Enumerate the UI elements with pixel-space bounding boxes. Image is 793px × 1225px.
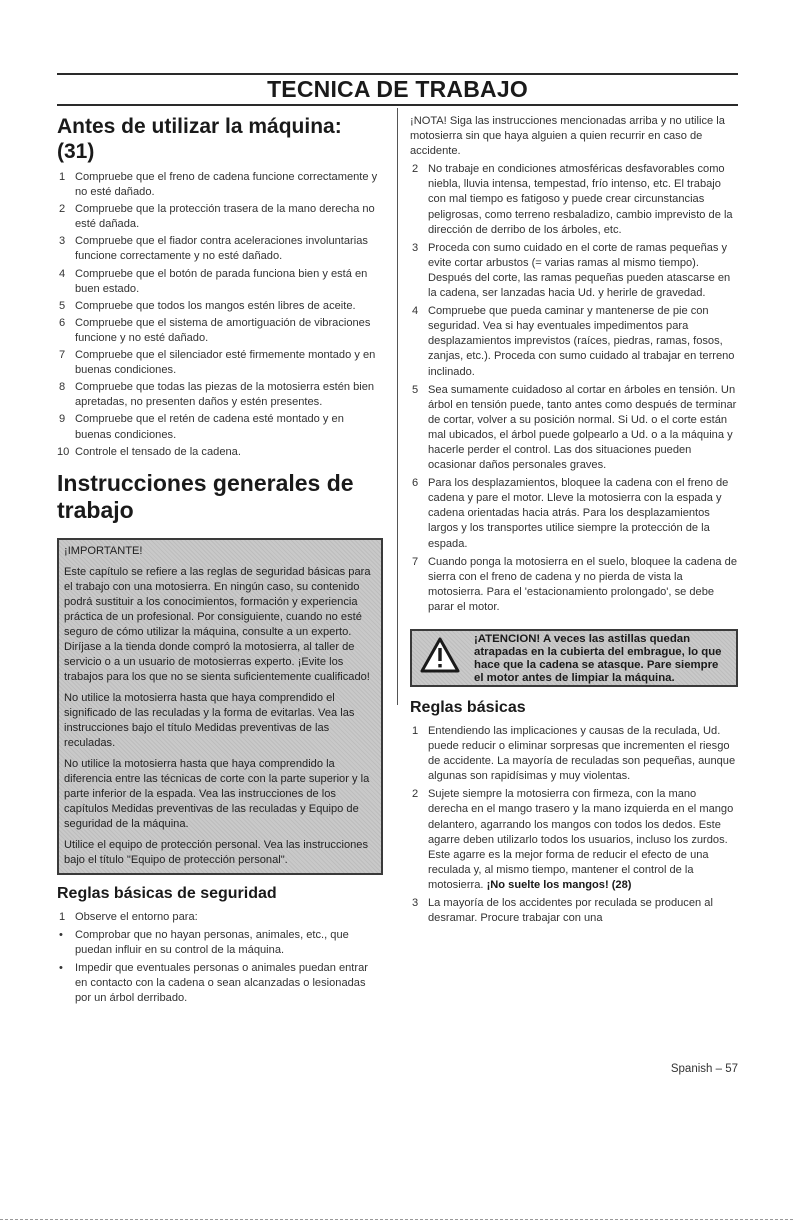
column-divider xyxy=(397,108,398,705)
section-title-antes: Antes de utilizar la máquina: (31) xyxy=(57,115,342,163)
list-item: 7 Cuando ponga la motosierra en el suelo, bloquee la cadena de sierra con el freno de cadena y no pierda de vista la motosierra. Para el 'estacionamiento prolongado', se debe parar el motor. xyxy=(412,555,737,613)
important-paragraph: No utilice la motosierra hasta que haya comprendido el significado de las reculadas y la forma de evitarlas. Vea las instrucciones bajo el título Medidas preventivas de las reculadas. xyxy=(64,691,355,749)
important-box xyxy=(57,538,383,875)
important-paragraph: No utilice la motosierra hasta que haya comprendido la diferencia entre las técnicas de corte con la parte superior y la parte inferior de la espada. Vea las instrucciones de los capítulos Medidas preventivas de las reculadas y Equipo de seguridad de la máquina. xyxy=(64,757,370,830)
list-item: 3 La mayoría de los accidentes por reculada se producen al desramar. Procure trabajar con una xyxy=(412,897,713,925)
list-item: 6 Compruebe que el sistema de amortiguación de vibraciones funcione y no esté dañado. xyxy=(59,316,371,344)
conditions-list xyxy=(410,162,738,615)
section-title-reglas-seguridad: Reglas básicas de seguridad xyxy=(57,884,277,902)
list-item: 5 Sea sumamente cuidadoso al cortar en árboles en tensión. Un árbol en tensión puede, tanto antes como después de terminar de cortar, volver a su posición normal. Si Ud. o el corte están mal ubicados, el árbol puede golpearlo a Ud. o a la máquina y hacerle perder el control. Las dos situaciones pueden ocasionar daños personales graves. xyxy=(412,383,737,472)
list-item: 5 Compruebe que todos los mangos estén libres de aceite. xyxy=(59,299,356,312)
bottom-trim-line xyxy=(0,1219,793,1220)
attention-text: ¡ATENCION! A veces las astillas quedan atrapadas en la cubierta del embrague, lo que hace que la cadena se atasque. Pare siempre el motor antes de limpiar la máquina. xyxy=(474,633,722,684)
list-item: 7 Compruebe que el silenciador esté firmemente montado y en buenas condiciones. xyxy=(59,349,376,377)
header-rule-bottom xyxy=(57,104,738,106)
note-paragraph: ¡NOTA! Siga las instrucciones mencionadas arriba y no utilice la motosierra sin que haya alguien a quien recurrir en caso de accidente. xyxy=(410,115,725,158)
list-item: 2 No trabaje en condiciones atmosféricas desfavorables como niebla, lluvia intensa, tempestad, frío intenso, etc. El trabajo con mal tiempo es fatigoso y puede crear circunstancias peligrosas, como terreno resbaladizo, cambio imprevisto de la dirección de derribo de los árboles, etc. xyxy=(412,163,733,236)
attention-box xyxy=(410,629,738,687)
basic-rules-list xyxy=(410,724,738,926)
list-item: 3 Compruebe que el fiador contra aceleraciones involuntarias funcione correctamente y no esté dañado. xyxy=(59,235,368,263)
page-title: TECNICA DE TRABAJO xyxy=(267,76,528,102)
section-title-instrucciones: Instrucciones generales de trabajo xyxy=(57,469,354,523)
list-item: • Comprobar que no hayan personas, animales, etc., que puedan influir en su control de la máquina. xyxy=(59,928,349,956)
important-paragraph: Utilice el equipo de protección personal. Vea las instrucciones bajo el título "Equipo de protección personal". xyxy=(64,838,369,866)
important-paragraph: Este capítulo se refiere a las reglas de seguridad básicas para el trabajo con una motosierra. En ningún caso, su contenido podrá sustituir a los conocimientos, formación y experiencia práctica de un profesional. Por consiguiente, cuando no esté seguro de cómo utilizar la máquina, consulte a un experto. Diríjase a la tienda donde compró la motosierra, al taller de servicio o a un usuario de motosierras experto. ¡Evite los trabajos para los que no se sienta suficientemente cualificado! xyxy=(64,565,371,683)
list-item: 4 Compruebe que el botón de parada funciona bien y está en buen estado. xyxy=(59,267,368,295)
left-column xyxy=(57,114,383,1006)
list-item: • Impedir que eventuales personas o animales puedan entrar en contacto con la cadena o sean alcanzadas o lesionadas por un árbol derribado. xyxy=(59,961,368,1005)
section-title-reglas-basicas: Reglas básicas xyxy=(410,699,526,716)
list-item: 6 Para los desplazamientos, bloquee la cadena con el freno de cadena y pare el motor. Lleve la motosierra con la espada y cadena orientadas hacia atrás. Para los desplazamientos largos y los transportes utilice siempre la protección de la espada. xyxy=(412,477,729,550)
list-item: 4 Compruebe que pueda caminar y mantenerse de pie con seguridad. Vea si hay eventuales impedimentos para desplazamientos imprevistos (raíces, piedras, ramas, fosos, zanjas, etc.). Proceda con sumo cuidado al trabajar en terreno inclinado. xyxy=(412,305,735,378)
emphasis-text: ¡No suelte los mangos! (28) xyxy=(486,878,632,891)
checklist xyxy=(57,170,383,460)
safety-list xyxy=(57,910,383,1007)
list-item: 1 Entendiendo las implicaciones y causas de la reculada, Ud. puede reducir o eliminar sorpresas que incrementen el riesgo de accidente. La mayoría de reculadas son pequeñas, aunque algunas son rapidísimas y muy violentas. xyxy=(412,725,736,783)
right-column xyxy=(410,114,738,926)
important-heading: ¡IMPORTANTE! xyxy=(64,544,143,557)
list-item: 1 Observe el entorno para: xyxy=(59,910,198,923)
list-item: 8 Compruebe que todas las piezas de la motosierra estén bien apretadas, no presenten daños y estén presentes. xyxy=(59,381,375,409)
list-item: 3 Proceda con sumo cuidado en el corte de ramas pequeñas y evite cortar arbustos (= varias ramas al mismo tiempo). Después del corte, las ramas pequeñas pueden atascarse en la cadena, ser lanzadas hacia Ud. y herirle de gravedad. xyxy=(412,241,731,300)
list-item: 10 Controle el tensado de la cadena. xyxy=(57,445,241,458)
header-rule-top xyxy=(57,73,738,75)
list-item: 2 Sujete siempre la motosierra con firmeza, con la mano derecha en el mango trasero y la mano izquierda en el mango delantero, agarrando los mangos con todos los dedos. Este agarre deben utilizarlo todos los usuarios, incluso los zurdos. Este agarre es la mejor forma de reducir el efecto de una reculada y, al mismo tiempo, mantener el control de la motosierra. ¡No suelte los mangos! (28) xyxy=(412,788,734,891)
list-item: 1 Compruebe que el freno de cadena funcione correctamente y no esté dañado. xyxy=(59,171,378,199)
page-footer: Spanish – 57 xyxy=(670,1063,738,1075)
list-item: 9 Compruebe que el retén de cadena esté montado y en buenas condiciones. xyxy=(59,413,344,441)
list-item: 2 Compruebe que la protección trasera de la mano derecha no esté dañada. xyxy=(59,203,375,231)
warning-triangle-icon xyxy=(420,637,460,673)
